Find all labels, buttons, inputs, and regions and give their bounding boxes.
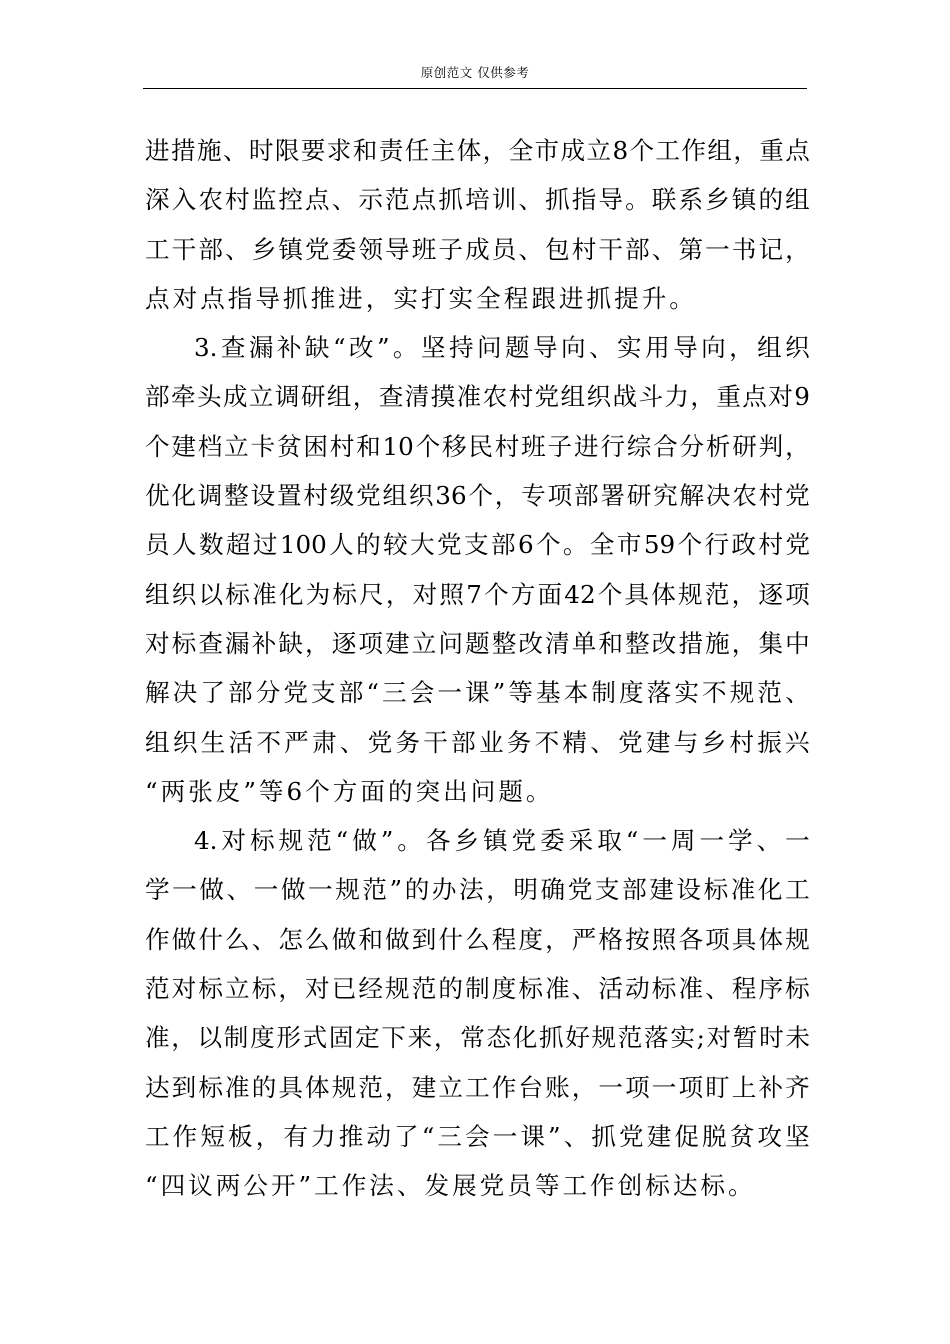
text-line: 优 化 调 整 设 置 村 级 党 组 织 36 个 ， 专 项 部 署 研 究 解 决 农 村 党 (145, 481, 810, 511)
text-line: 工 干 部 、 乡 镇 党 委 领 导 班 子 成 员 、 包 村 干 部 、 第 一 书 记 ， (145, 234, 810, 264)
text-line: 工 作 短 板 ， 有 力 推 动 了 “ 三 会 一 课 ” 、 抓 党 建 促 脱 贫 攻 坚 (145, 1121, 810, 1151)
text-line: 个 建 档 立 卡 贫 困 村 和 10 个 移 民 村 班 子 进 行 综 合 分 析 研 判 ， (145, 431, 810, 461)
text-line: 准 ， 以 制 度 形 式 固 定 下 来 ， 常 态 化 抓 好 规 范 落 实 ; 对 暂 时 未 (145, 1023, 810, 1053)
text-line: 点对点指导抓推进，实打实全程跟进抓提升。 (145, 283, 697, 313)
text-line: 达 到 标 准 的 具 体 规 范 ， 建 立 工 作 台 账 ， 一 项 一 项 盯 上 补 齐 (145, 1072, 810, 1102)
header-text: 原创范文 仅供参考 (420, 65, 530, 80)
text-line: 组 织 以 标 准 化 为 标 尺 ， 对 照 7 个 方 面 42 个 具 体 规 范 ， 逐 项 (145, 579, 810, 609)
text-line: 3. 查 漏 补 缺 “ 改 ” 。 坚 持 问 题 导 向 、 实 用 导 向 ， 组 织 (194, 333, 810, 363)
text-line: “四议两公开”工作法、发展党员等工作创标达标。 (145, 1171, 756, 1201)
page-header (143, 64, 807, 89)
text-line: 解 决 了 部 分 党 支 部 “ 三 会 一 课 ” 等 基 本 制 度 落 实 不 规 范 、 (145, 678, 810, 708)
text-line: 学 一 做 、 一 做 一 规 范 ” 的 办 法 ， 明 确 党 支 部 建 设 标 准 化 工 (145, 875, 810, 905)
text-line: 对 标 查 漏 补 缺 ， 逐 项 建 立 问 题 整 改 清 单 和 整 改 措 施 ， 集 中 (145, 628, 810, 658)
text-line: “两张皮”等6个方面的突出问题。 (145, 776, 554, 806)
text-line: 4. 对 标 规 范 “ 做 ” 。 各 乡 镇 党 委 采 取 “ 一 周 一 学 、 一 (194, 826, 810, 856)
text-line: 深 入 农 村 监 控 点 、 示 范 点 抓 培 训 、 抓 指 导 。 联 系 乡 镇 的 组 (145, 185, 810, 215)
text-line: 作 做 什 么 、 怎 么 做 和 做 到 什 么 程 度 ， 严 格 按 照 各 项 具 体 规 (145, 924, 810, 954)
text-line: 部 牵 头 成 立 调 研 组 ， 查 清 摸 准 农 村 党 组 织 战 斗 力 ， 重 点 对 9 (145, 382, 810, 412)
document-body (145, 126, 810, 1211)
text-line: 范 对 标 立 标 ， 对 已 经 规 范 的 制 度 标 准 、 活 动 标 准 、 程 序 标 (145, 974, 810, 1004)
text-line: 进 措 施 、 时 限 要 求 和 责 任 主 体 ， 全 市 成 立 8 个 工 作 组 ， 重 点 (145, 136, 810, 165)
text-line: 组 织 生 活 不 严 肃 、 党 务 干 部 业 务 不 精 、 党 建 与 乡 村 振 兴 (145, 727, 810, 757)
text-line: 员 人 数 超 过 100 人 的 较 大 党 支 部 6 个 。 全 市 59 个 行 政 村 党 (145, 530, 810, 560)
